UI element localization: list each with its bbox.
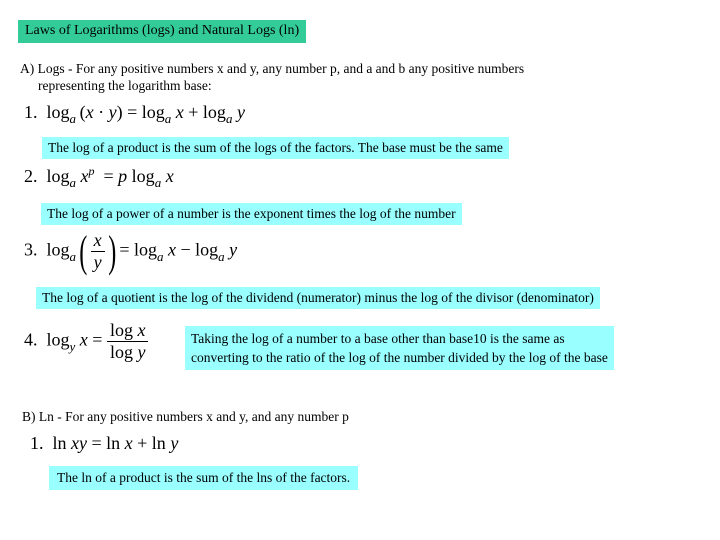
law-3-fraction: $\frac{x}{y}$ xyxy=(91,230,105,273)
law-1-formula: 1. $\log_a (x \cdot y) = \log_a x + \log_a y$ xyxy=(24,102,245,126)
law-4-note-line1: Taking the log of a number to a base other than base10 is the same as xyxy=(191,331,565,346)
law-4-number: 4. xyxy=(24,329,38,350)
law-2-note: The log of a power of a number is the exponent times the log of the number xyxy=(41,203,462,225)
ln-law-1-number: 1. xyxy=(30,433,44,453)
law-3-number: 3. xyxy=(24,239,38,260)
page-title: Laws of Logarithms (logs) and Natural Logs (ln) xyxy=(18,20,306,43)
law-4-note-line2: converting to the ratio of the log of the number divided by the log of the base xyxy=(191,350,608,365)
section-a-intro xyxy=(20,60,524,94)
law-4-note xyxy=(185,326,614,370)
law-1-number: 1. xyxy=(24,102,38,122)
section-a-intro-line2: representing the logarithm base: xyxy=(38,78,212,93)
law-1-note: The log of a product is the sum of the logs of the factors. The base must be the same xyxy=(42,137,509,159)
law-2-number: 2. xyxy=(24,166,38,186)
law-4-formula: 4. $\log_y x$ = $\frac{\text{log x}}{\text{log y}}$ xyxy=(24,320,148,363)
section-a-intro-line1: A) Logs - For any positive numbers x and y, any number p, and a and b any positive numbers xyxy=(20,61,525,76)
ln-law-1-formula: 1. ln xy = ln x + ln y xyxy=(30,433,179,453)
law-2-formula: 2. $\log_a x^p = p$ $\log_a x$ xyxy=(24,164,174,190)
ln-law-1-note: The ln of a product is the sum of the lns of the factors. xyxy=(49,466,358,490)
law-3-formula: 3. $\log_a$( $\frac{x}{y}$ ) = $\log_a x - \log_a y$ xyxy=(24,226,238,276)
law-3-note: The log of a quotient is the log of the dividend (numerator) minus the log of the divisor (denominator) xyxy=(36,287,600,309)
section-b-intro: B) Ln - For any positive numbers x and y, and any number p xyxy=(22,409,349,424)
law-4-fraction: $\frac{\text{log x}}{\text{log y}}$ xyxy=(107,320,149,363)
